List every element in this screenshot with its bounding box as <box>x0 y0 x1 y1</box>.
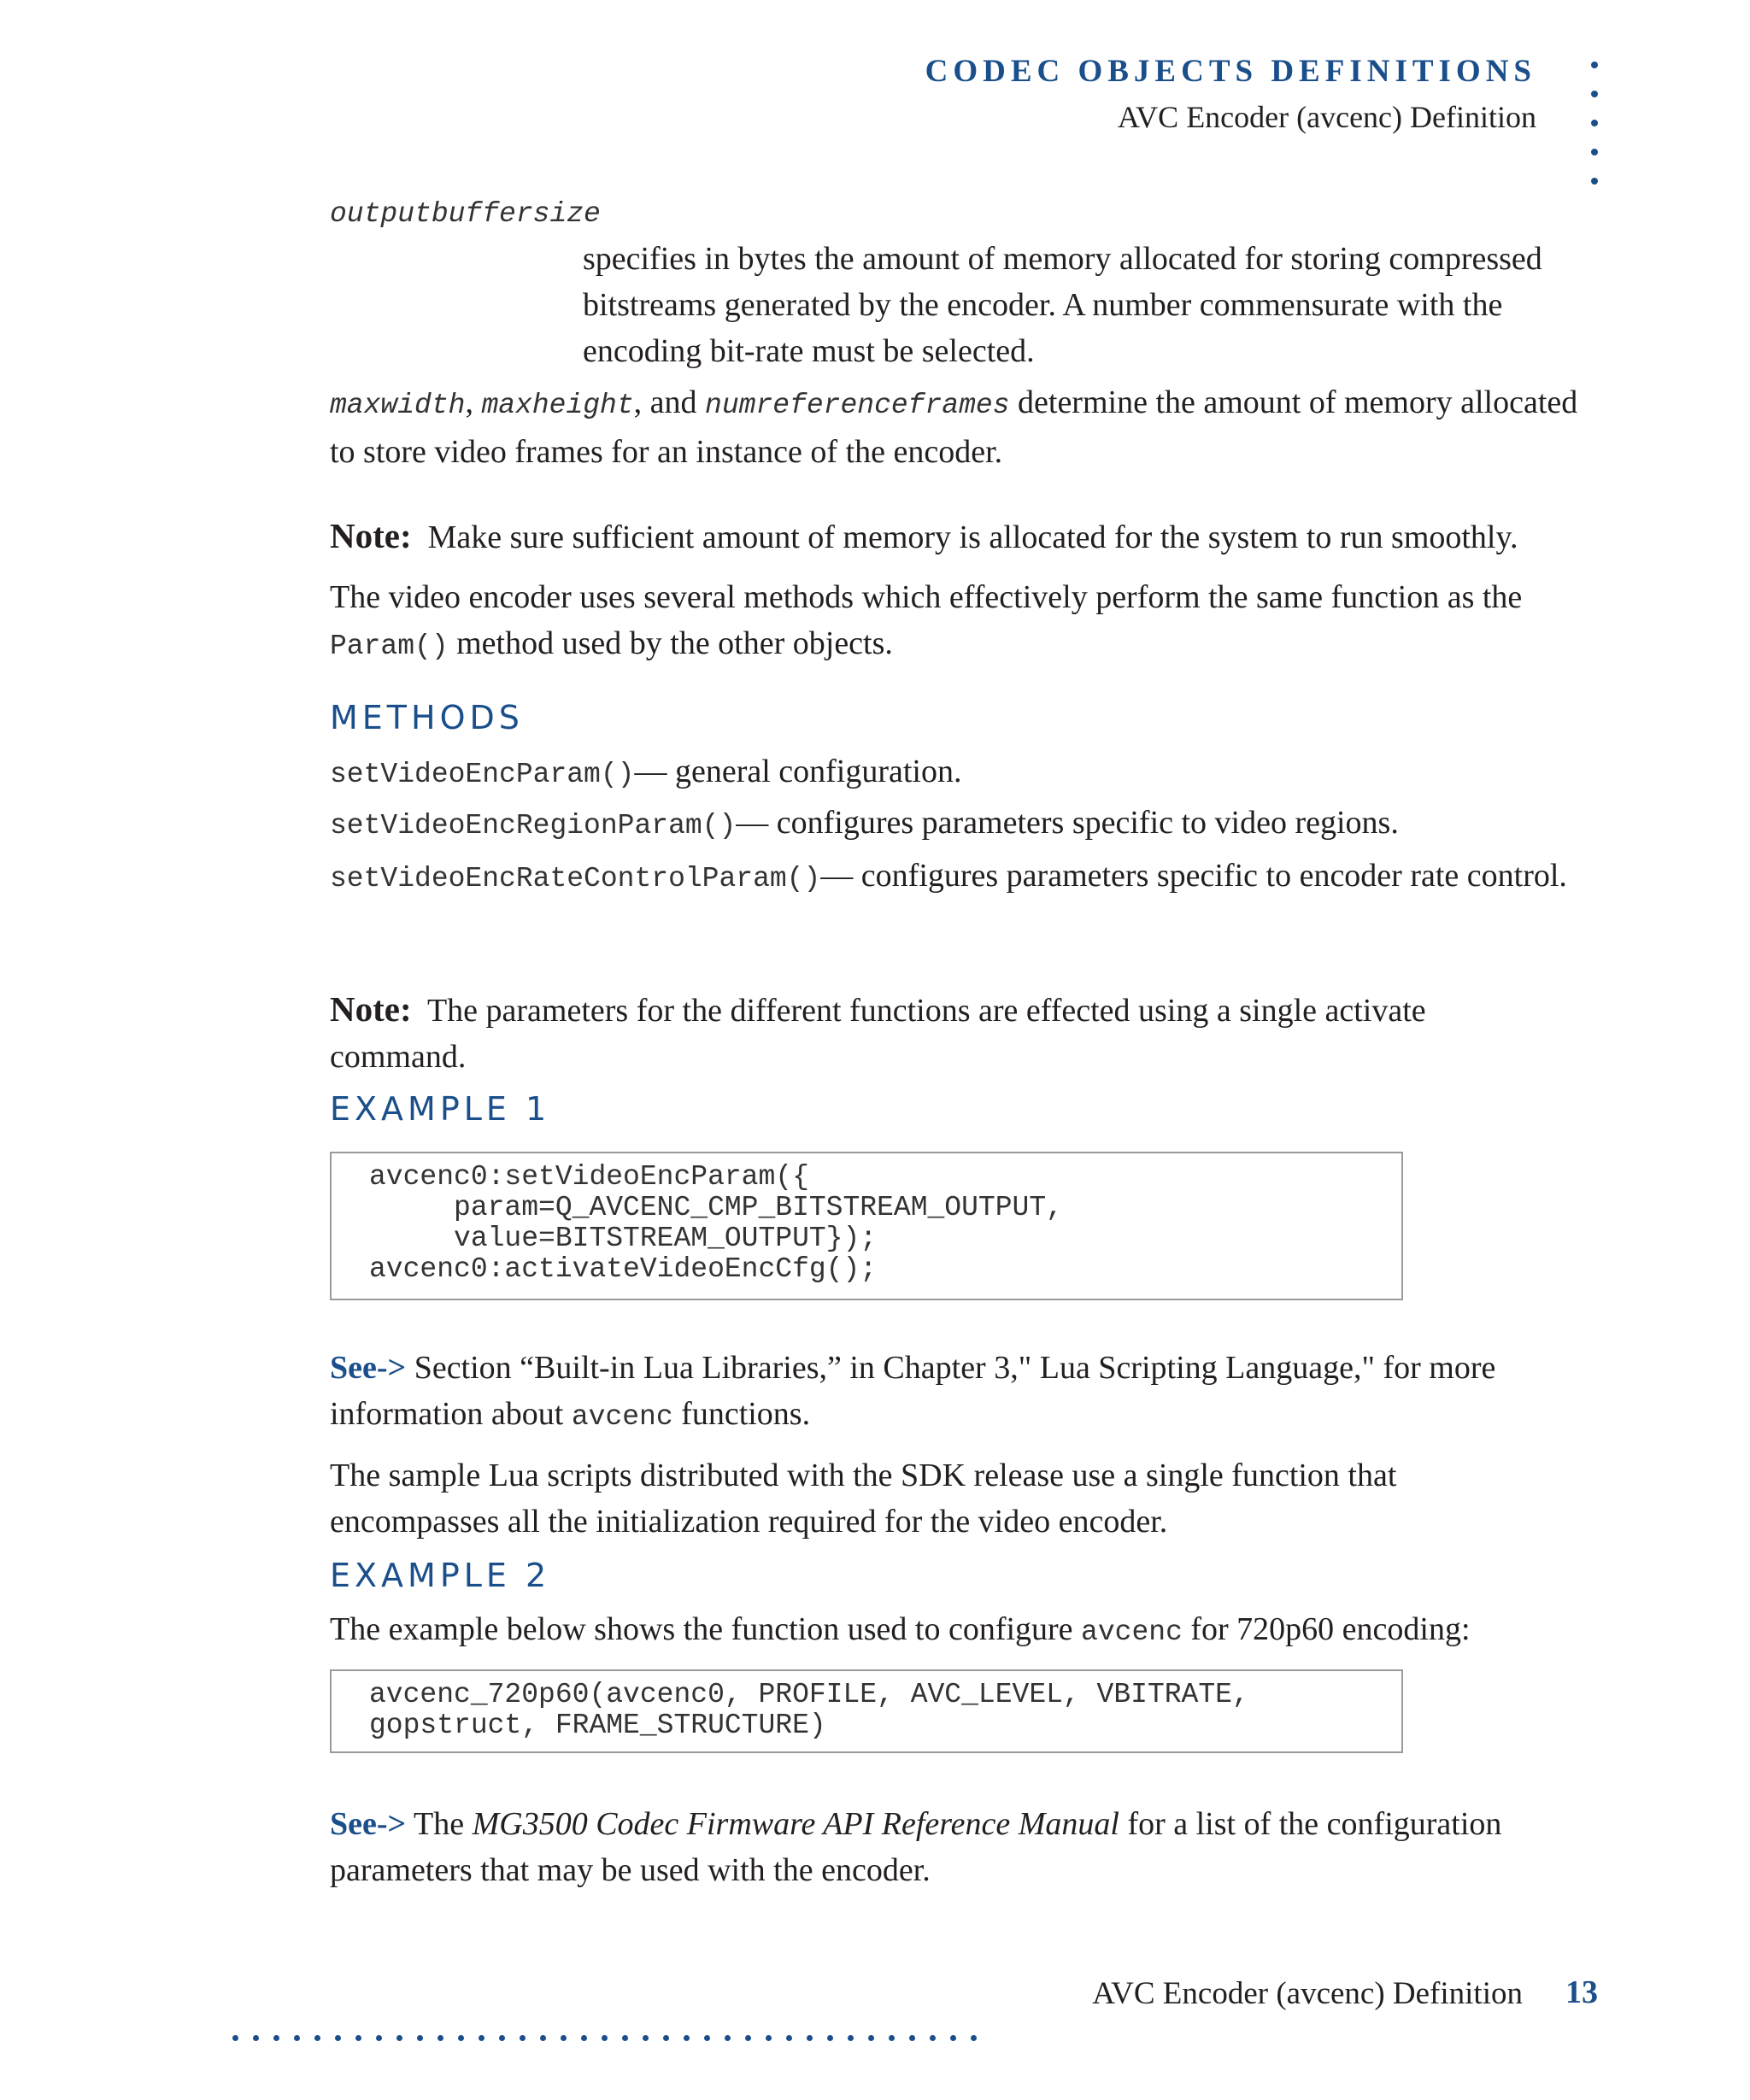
header-dot-rule <box>1591 62 1601 207</box>
term-maxheight: maxheight <box>481 390 634 421</box>
example1-code-block: avcenc0:setVideoEncParam({ param=Q_AVCENC_CMP_BITSTREAM_OUTPUT, value=BITSTREAM_OUTPUT}); avcenc0:activateVideoEncCfg(); <box>330 1152 1403 1300</box>
sample-scripts-paragraph: The sample Lua scripts distributed with the SDK release use a single function that encompasses all the initialization required for the video encoder. <box>330 1458 1397 1540</box>
method-item: setVideoEncRegionParam()— configures parameters specific to video regions. <box>330 805 1399 842</box>
footer-dot-rule <box>232 2035 977 2041</box>
see-builtin-lua: See-> Section “Built-in Lua Libraries,” in Chapter 3," Lua Scripting Language," for more information about avcenc functions. <box>330 1350 1496 1433</box>
method-name: setVideoEncParam() <box>330 759 635 790</box>
see-label: See-> <box>330 1806 407 1842</box>
method-name: setVideoEncRateControlParam() <box>330 863 821 895</box>
memory-paragraph: maxwidth, maxheight, and numreferenceframes determine the amount of memory allocated to store video frames for an instance of the encoder. <box>330 384 1578 470</box>
method-item: setVideoEncRateControlParam()— configures parameters specific to encoder rate control. <box>330 858 1567 895</box>
code-param: Param() <box>330 631 449 662</box>
note-activate: Note: The parameters for the different functions are effected using a single activate command. <box>330 989 1426 1075</box>
manual-title: MG3500 Codec Firmware API Reference Manual <box>472 1806 1119 1842</box>
example2-code-block: avcenc_720p60(avcenc0, PROFILE, AVC_LEVEL, VBITRATE, gopstruct, FRAME_STRUCTURE) <box>330 1669 1403 1753</box>
code-avcenc: avcenc <box>1081 1616 1183 1648</box>
section-title: AVC Encoder (avcenc) Definition <box>1117 100 1536 134</box>
see-api-manual: See-> The MG3500 Codec Firmware API Reference Manual for a list of the configuration parameters that may be used with the encoder. <box>330 1806 1502 1888</box>
example2-heading: EXAMPLE 2 <box>330 1557 551 1594</box>
note-label: Note: <box>330 989 412 1029</box>
example1-heading: EXAMPLE 1 <box>330 1090 551 1128</box>
term-maxwidth: maxwidth <box>330 390 466 421</box>
term-outputbuffersize: outputbuffersize <box>330 198 601 230</box>
see-label: See-> <box>330 1350 407 1386</box>
page-number: 13 <box>1565 1974 1598 2010</box>
note-label: Note: <box>330 516 412 555</box>
methods-heading: METHODS <box>330 699 524 736</box>
chapter-title: CODEC OBJECTS DEFINITIONS <box>925 54 1536 89</box>
note-memory: Note: Make sure sufficient amount of memory is allocated for the system to run smoothly. <box>330 516 1518 555</box>
footer-section-title: AVC Encoder (avcenc) Definition <box>1092 1976 1523 2011</box>
param-paragraph: The video encoder uses several methods which effectively perform the same function as the Param() method used by the other objects. <box>330 579 1523 662</box>
method-item: setVideoEncParam()— general configuration. <box>330 754 962 790</box>
outputbuffersize-definition: specifies in bytes the amount of memory allocated for storing compressed bitstreams generated by the encoder. A number commensurate with the encoding bit-rate must be selected. <box>583 241 1542 369</box>
example2-intro: The example below shows the function used to configure avcenc for 720p60 encoding: <box>330 1611 1471 1648</box>
method-name: setVideoEncRegionParam() <box>330 810 737 842</box>
term-numreferenceframes: numreferenceframes <box>705 390 1010 421</box>
code-avcenc: avcenc <box>571 1401 673 1433</box>
